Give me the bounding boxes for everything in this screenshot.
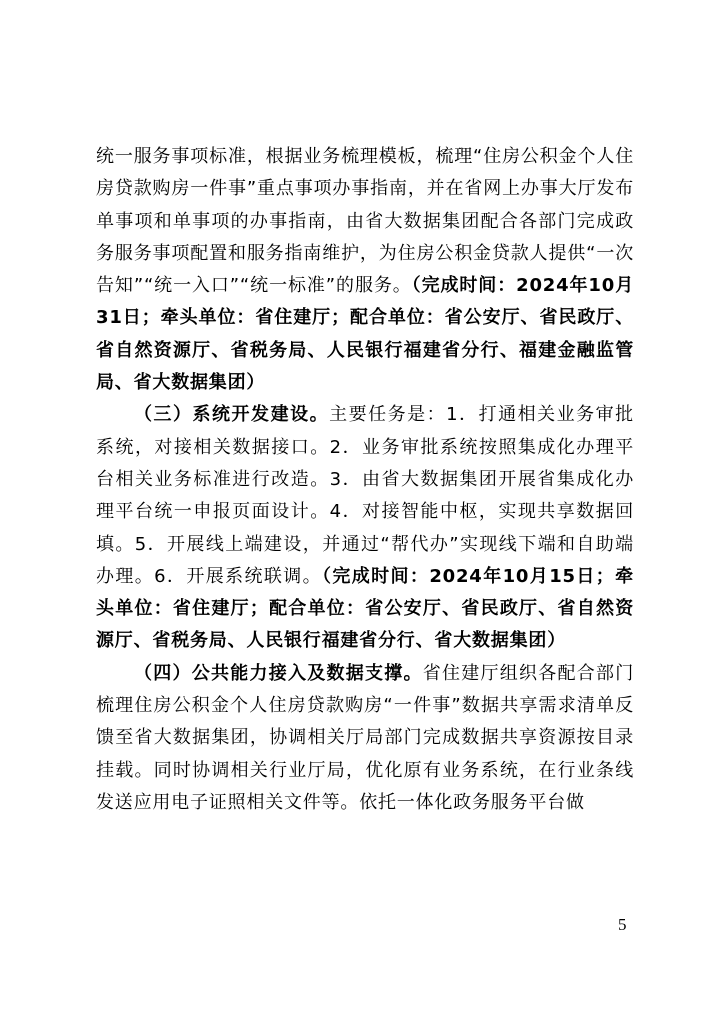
paragraph-intro-deadline: （完成时间：2024年10月31日；牵头单位：省住建厅；配合单位：省公安厅、省民政厅、省自然资源厅、省税务局、人民银行福建省分行、福建金融监管局、省大数据集团） [96,275,634,394]
section-heading-system-development: （三）系统开发建设。 [134,404,330,426]
paragraph-intro [96,141,634,399]
paragraph-public-capability-text: 省住建厅组织各配合部门梳理住房公积金个人住房贷款购房“一件事”数据共享需求清单反馈至省大数据集团，协调相关厅局部门完成数据共享资源按目录挂载。同时协调相关行业厅局，优化原有业务系统，在行业条线发送应用电子证照相关文件等。依托一体化政务服务平台做 [96,662,634,813]
paragraph-system-development-text: 主要任务是：1．打通相关业务审批系统，对接相关数据接口。2．业务审批系统按照集成化办理平台相关业务标准进行改造。3．由省大数据集团开展省集成化办理平台统一申报页面设计。4．对接智能中枢，实现共享数据回填。5．开展线上端建设，并通过“帮代办”实现线下端和自助端办理。6．开展系统联调。 [96,404,634,587]
section-heading-public-capability: （四）公共能力接入及数据支撑。 [134,662,423,684]
paragraph-intro-text: 统一服务事项标准，根据业务梳理模板，梳理“住房公积金个人住房贷款购房一件事”重点事项办事指南，并在省网上办事大厅发布单事项和单事项的办事指南，由省大数据集团配合各部门完成政务服务事项配置和服务指南维护，为住房公积金贷款人提供“一次告知”“统一入口”“统一标准”的服务。 [96,146,634,297]
page-number: 5 [618,915,627,934]
paragraph-system-development [96,399,634,657]
document-body [96,141,634,819]
paragraph-system-development-deadline: （完成时间：2024年10月15日；牵头单位：省住建厅；配合单位：省公安厅、省民政厅、省自然资源厅、省税务局、人民银行福建省分行、省大数据集团） [96,565,634,652]
paragraph-public-capability [96,658,634,819]
